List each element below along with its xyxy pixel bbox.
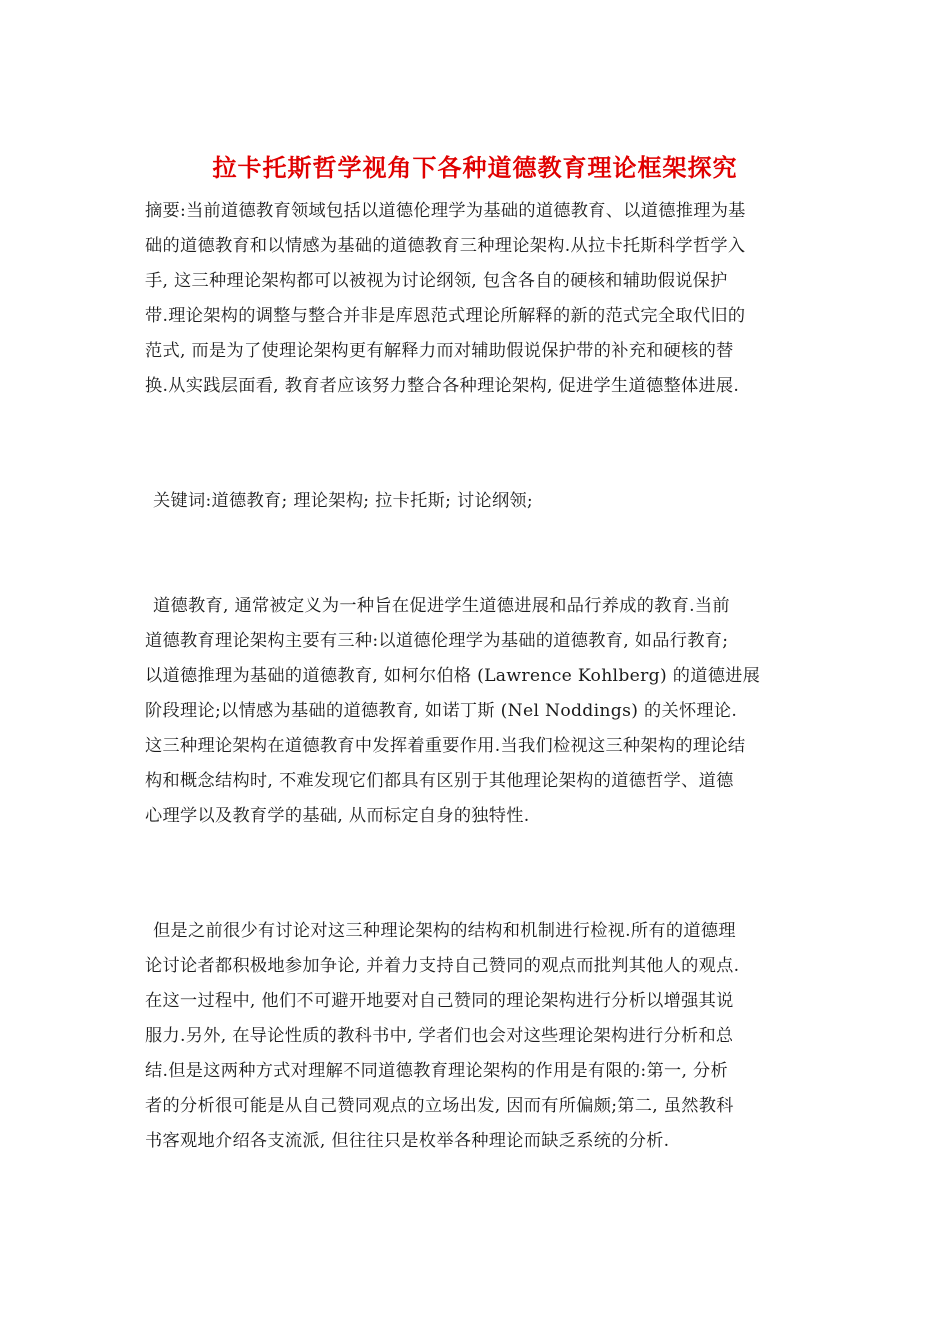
abstract-line: 础的道德教育和以情感为基础的道德教育三种理论架构.从拉卡托斯科学哲学入 [145,236,746,256]
abstract-line: 范式, 而是为了使理论架构更有解释力而对辅助假说保护带的补充和硬核的替 [145,341,734,361]
body-line: 者的分析很可能是从自己赞同观点的立场出发, 因而有所偏颇;第二, 虽然教科 [145,1096,734,1116]
body-line: 这三种理论架构在道德教育中发挥着重要作用.当我们检视这三种架构的理论结 [145,736,746,756]
abstract-line: 换.从实践层面看, 教育者应该努力整合各种理论架构, 促进学生道德整体进展. [145,376,740,396]
body-line: 但是之前很少有讨论对这三种理论架构的结构和机制进行检视.所有的道德理 [153,921,736,941]
body-line: 服力.另外, 在导论性质的教科书中, 学者们也会对这些理论架构进行分析和总 [145,1026,734,1046]
body-line: 阶段理论;以情感为基础的道德教育, 如诺丁斯 (Nel Noddings) 的关怀理论. [145,701,738,721]
abstract-paragraph [145,194,813,404]
abstract-line: 带.理论架构的调整与整合并非是库恩范式理论所解释的新的范式完全取代旧的 [145,306,746,326]
body-line: 书客观地介绍各支流派, 但往往只是枚举各种理论而缺乏系统的分析. [145,1131,670,1151]
keywords-line: 关键词:道德教育; 理论架构; 拉卡托斯; 讨论纲领; [153,491,534,511]
abstract-line: 手, 这三种理论架构都可以被视为讨论纲领, 包含各自的硬核和辅助假说保护 [145,271,728,291]
body-line: 道德教育理论架构主要有三种:以道德伦理学为基础的道德教育, 如品行教育; [145,631,729,651]
document-title: 拉卡托斯哲学视角下各种道德教育理论框架探究 [212,153,738,182]
abstract-line: 摘要:当前道德教育领域包括以道德伦理学为基础的道德教育、以道德推理为基 [145,201,746,221]
body-line: 结.但是这两种方式对理解不同道德教育理论架构的作用是有限的:第一, 分析 [145,1061,728,1081]
body-line: 心理学以及教育学的基础, 从而标定自身的独特性. [145,806,530,826]
body-line: 以道德推理为基础的道德教育, 如柯尔伯格 (Lawrence Kohlberg) 的道德进展 [145,666,761,686]
body-line: 在这一过程中, 他们不可避开地要对自己赞同的理论架构进行分析以增强其说 [145,991,734,1011]
body-paragraph-1 [145,589,813,834]
body-line: 论讨论者都积极地参加争论, 并着力支持自己赞同的观点而批判其他人的观点. [145,956,740,976]
keywords-paragraph [145,484,813,519]
body-paragraph-2 [145,914,813,1159]
body-line: 构和概念结构时, 不难发现它们都具有区别于其他理论架构的道德哲学、道德 [145,771,734,791]
body-line: 道德教育, 通常被定义为一种旨在促进学生道德进展和品行养成的教育.当前 [153,596,730,616]
